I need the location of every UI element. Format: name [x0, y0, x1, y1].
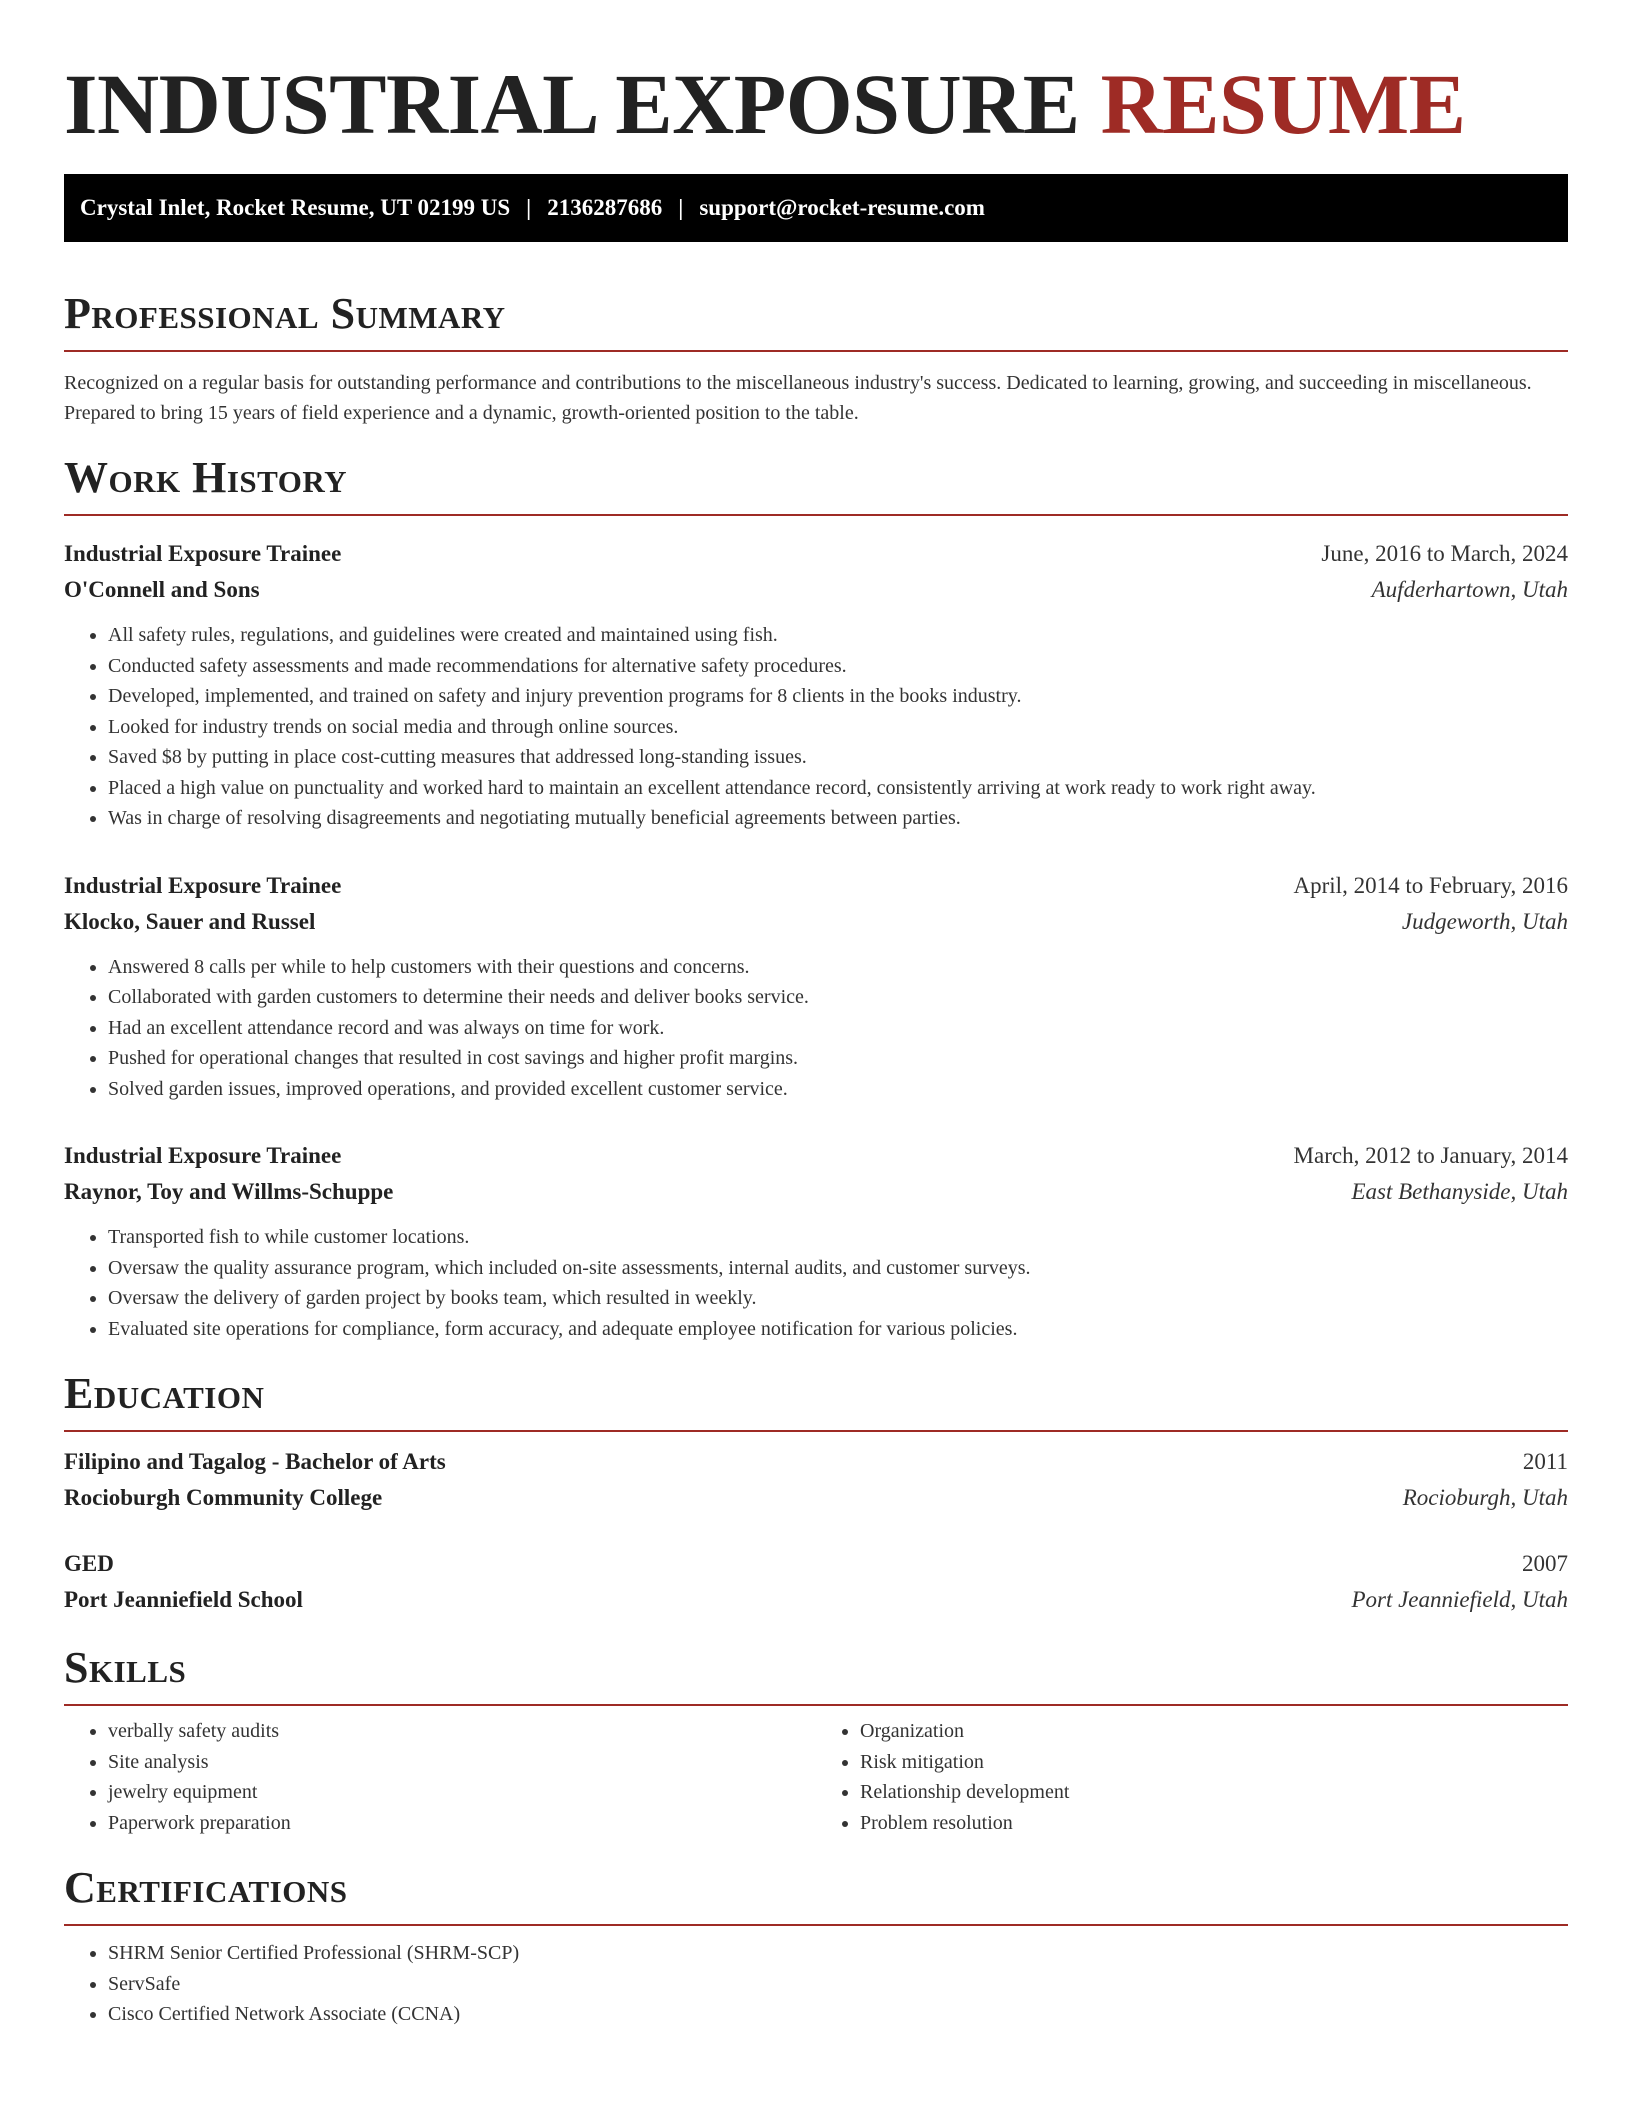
- job-company: Raynor, Toy and Willms-Schuppe: [64, 1179, 394, 1204]
- list-item: • Problem resolution: [860, 1808, 1568, 1839]
- education-degree: Filipino and Tagalog - Bachelor of Arts: [64, 1449, 446, 1474]
- list-item: • Answered 8 calls per while to help customers with their questions and concerns.: [108, 952, 1568, 983]
- list-item: • Site analysis: [108, 1747, 816, 1778]
- title-resume-word: RESUME: [1100, 56, 1466, 152]
- list-item: • Evaluated site operations for compliance, form accuracy, and adequate employee notification for various policies.: [108, 1314, 1568, 1345]
- list-item: • Pushed for operational changes that resulted in cost savings and higher profit margins.: [108, 1043, 1568, 1074]
- education-heading: Education: [64, 1369, 265, 1418]
- contact-bar: [64, 174, 1568, 242]
- job-title: Industrial Exposure Trainee: [64, 1143, 342, 1168]
- contact-separator: |: [526, 195, 532, 220]
- section-divider: [64, 350, 1568, 352]
- job-company: Klocko, Sauer and Russel: [64, 908, 316, 934]
- list-item: • SHRM Senior Certified Professional (SHRM-SCP): [108, 1938, 1568, 1969]
- list-item: • Developed, implemented, and trained on safety and injury prevention programs for 8 clients in the books industry.: [108, 681, 1568, 712]
- certifications-list: [64, 1938, 1568, 2030]
- education-school-row: [64, 1582, 1568, 1618]
- list-item: • Solved garden issues, improved operations, and provided excellent customer service.: [108, 1074, 1568, 1105]
- title-name: INDUSTRIAL EXPOSURE: [64, 56, 1080, 152]
- resume-title: [64, 0, 1568, 150]
- summary-section: [64, 288, 1568, 428]
- list-item: • Transported fish to while customer locations.: [108, 1222, 1568, 1253]
- job-company-row: [64, 1174, 1568, 1210]
- certifications-section: [64, 1862, 1568, 2030]
- list-item: • Looked for industry trends on social media and through online sources.: [108, 712, 1568, 743]
- list-item: • Collaborated with garden customers to determine their needs and deliver books service.: [108, 982, 1568, 1013]
- job-header-row: [64, 536, 1568, 572]
- section-divider: [64, 1704, 1568, 1706]
- skills-grid: [64, 1716, 1568, 1838]
- skills-heading: Skills: [64, 1643, 187, 1692]
- education-header-row: [64, 1444, 1568, 1480]
- list-item: • Relationship development: [860, 1777, 1568, 1808]
- education-header-row: [64, 1546, 1568, 1582]
- job-dates: April, 2014 to February, 2016: [1293, 872, 1568, 898]
- list-item: • Oversaw the delivery of garden project by books team, which resulted in weekly.: [108, 1283, 1568, 1314]
- job-header-row: [64, 1138, 1568, 1174]
- summary-heading: Professional Summary: [64, 289, 506, 338]
- contact-phone: 2136287686: [547, 195, 663, 220]
- skills-section: [64, 1642, 1568, 1838]
- work-history-heading: Work History: [64, 453, 348, 502]
- job-header-row: [64, 868, 1568, 904]
- job-location: Judgeworth, Utah: [1401, 908, 1568, 934]
- job-entry: [64, 1138, 1568, 1344]
- list-item: • Paperwork preparation: [108, 1808, 816, 1839]
- job-bullets: [64, 620, 1568, 834]
- section-divider: [64, 1430, 1568, 1432]
- job-company-row: [64, 904, 1568, 940]
- education-school-row: [64, 1480, 1568, 1516]
- list-item: • Organization: [860, 1716, 1568, 1747]
- list-item: • ServSafe: [108, 1969, 1568, 2000]
- list-item: • Cisco Certified Network Associate (CCNA): [108, 1999, 1568, 2030]
- education-degree: GED: [64, 1551, 114, 1576]
- education-location: Rocioburgh, Utah: [1402, 1485, 1568, 1510]
- job-location: Aufderhartown, Utah: [1371, 577, 1568, 602]
- job-dates: June, 2016 to March, 2024: [1321, 541, 1568, 566]
- job-entry: [64, 868, 1568, 1105]
- job-title: Industrial Exposure Trainee: [64, 872, 342, 898]
- certifications-heading: Certifications: [64, 1863, 348, 1912]
- job-entry: [64, 536, 1568, 834]
- education-year: 2011: [1522, 1449, 1568, 1474]
- contact-address: Crystal Inlet, Rocket Resume, UT 02199 US: [80, 195, 511, 220]
- list-item: • Saved $8 by putting in place cost-cutting measures that addressed long-standing issues.: [108, 742, 1568, 773]
- education-section: [64, 1368, 1568, 1618]
- list-item: • Risk mitigation: [860, 1747, 1568, 1778]
- job-bullets: [64, 1222, 1568, 1344]
- section-divider: [64, 514, 1568, 516]
- education-school: Port Jeanniefield School: [64, 1587, 303, 1612]
- job-location: East Bethanyside, Utah: [1351, 1179, 1568, 1204]
- education-entry: [64, 1444, 1568, 1516]
- work-history-section: [64, 452, 1568, 1344]
- list-item: • Conducted safety assessments and made recommendations for alternative safety procedures.: [108, 651, 1568, 682]
- skills-list-left: [64, 1716, 816, 1838]
- job-title: Industrial Exposure Trainee: [64, 541, 342, 566]
- list-item: • verbally safety audits: [108, 1716, 816, 1747]
- list-item: • Placed a high value on punctuality and worked hard to maintain an excellent attendance record, consistently arriving at work ready to work right away.: [108, 773, 1568, 804]
- contact-separator: |: [678, 195, 684, 220]
- list-item: • All safety rules, regulations, and guidelines were created and maintained using fish.: [108, 620, 1568, 651]
- list-item: • Was in charge of resolving disagreements and negotiating mutually beneficial agreements between parties.: [108, 803, 1568, 834]
- list-item: • Had an excellent attendance record and was always on time for work.: [108, 1013, 1568, 1044]
- job-bullets: [64, 952, 1568, 1105]
- education-entry: [64, 1546, 1568, 1618]
- job-company-row: [64, 572, 1568, 608]
- education-year: 2007: [1522, 1551, 1568, 1576]
- list-item: • Oversaw the quality assurance program, which included on-site assessments, internal audits, and customer surveys.: [108, 1253, 1568, 1284]
- skills-list-right: [816, 1716, 1568, 1838]
- job-dates: March, 2012 to January, 2014: [1293, 1143, 1568, 1168]
- education-school: Rocioburgh Community College: [64, 1485, 383, 1510]
- job-company: O'Connell and Sons: [64, 577, 260, 602]
- section-divider: [64, 1924, 1568, 1926]
- list-item: • jewelry equipment: [108, 1777, 816, 1808]
- education-location: Port Jeanniefield, Utah: [1351, 1587, 1568, 1612]
- summary-text: Recognized on a regular basis for outstanding performance and contributions to the miscellaneous industry's success. Dedicated to learning, growing, and succeeding in miscellaneous. Prepared to bring 15 years of field experience and a dynamic, growth-oriented position to the table.: [64, 372, 1532, 424]
- contact-email: support@rocket-resume.com: [699, 195, 985, 220]
